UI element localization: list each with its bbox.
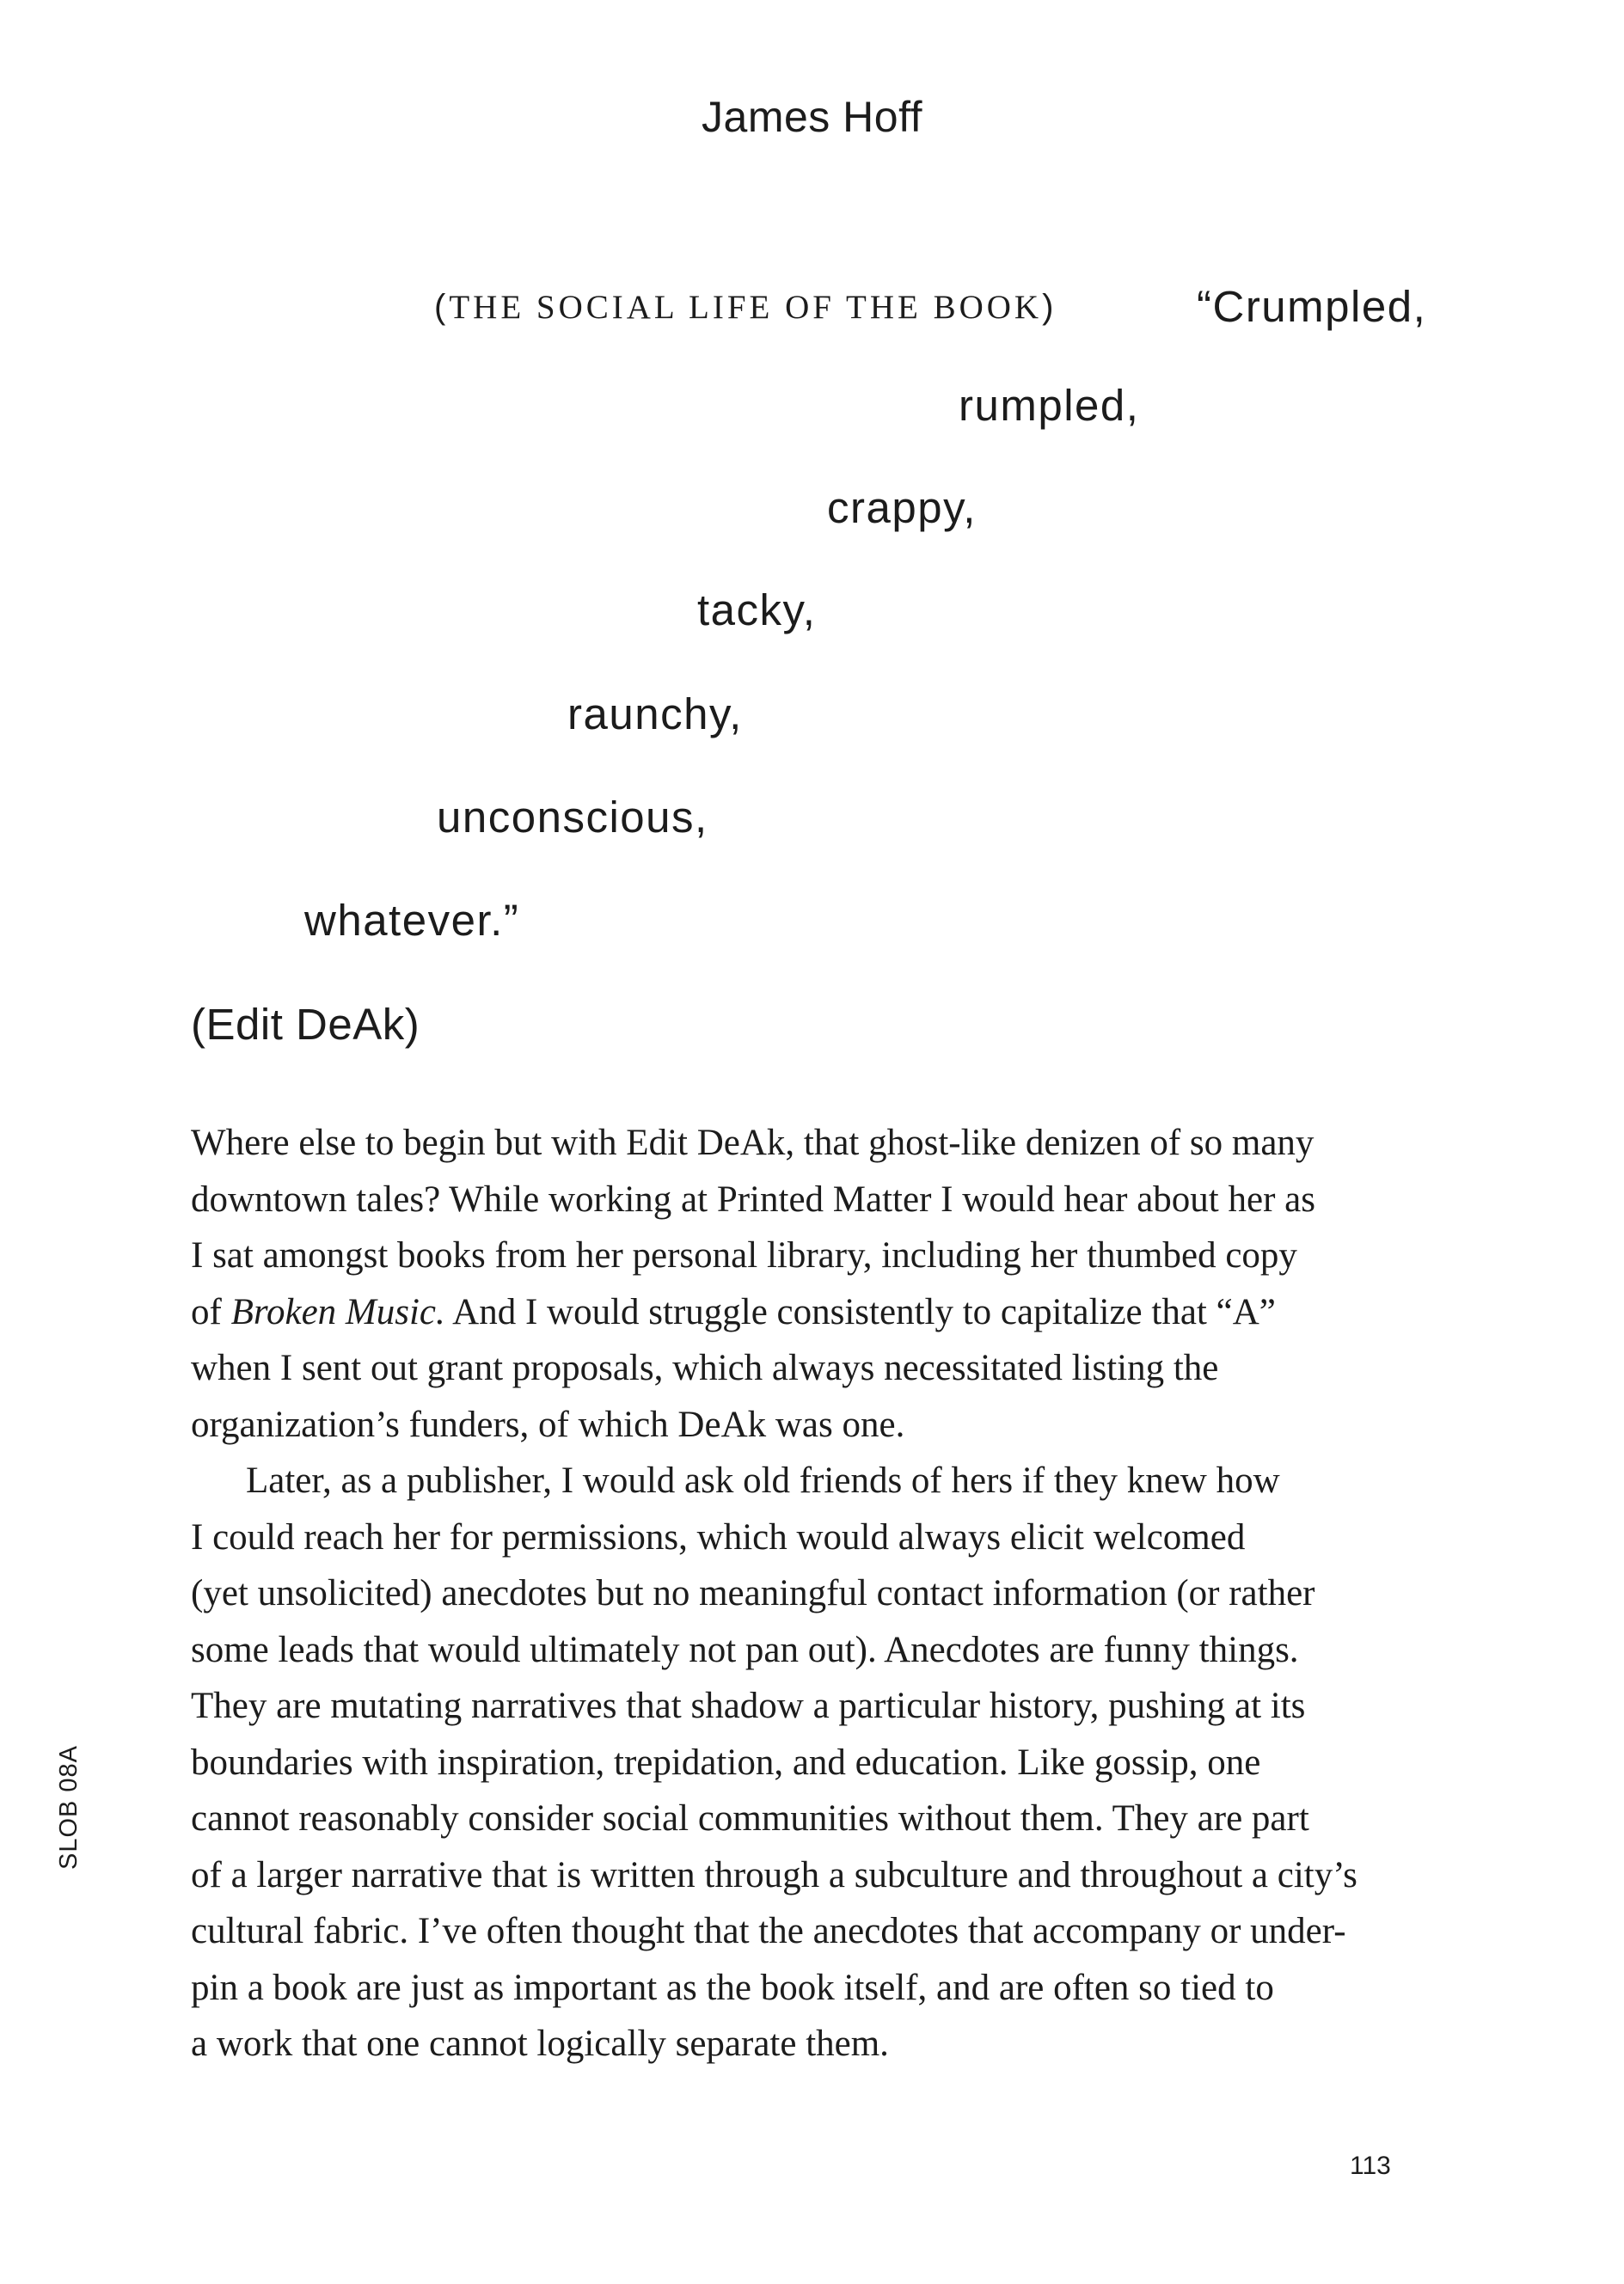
paragraph-2-line-7: cannot reasonably consider social communities without them. They are part bbox=[191, 1798, 1309, 1839]
line-4-rest: And I would struggle consistently to capitalize that “A” bbox=[452, 1291, 1276, 1332]
poem-line-7: whatever.” bbox=[304, 896, 520, 945]
paragraph-1-line-5: when I sent out grant proposals, which always necessitated listing the bbox=[191, 1348, 1219, 1388]
poem-title bbox=[434, 281, 1057, 334]
poem-line-5: raunchy, bbox=[567, 689, 743, 738]
paragraph-2-line-6: boundaries with inspiration, trepidation, and education. Like gossip, one bbox=[191, 1742, 1261, 1783]
paragraph-2-line-1: Later, as a publisher, I would ask old friends of hers if they knew how bbox=[246, 1460, 1280, 1501]
paragraph-2-line-4: some leads that would ultimately not pan out). Anecdotes are funny things. bbox=[191, 1629, 1299, 1670]
poem-line-1: “Crumpled, bbox=[1197, 282, 1427, 331]
margin-label: SLOB 08A bbox=[55, 1744, 83, 1870]
paragraph-2-line-3: (yet unsolicited) anecdotes but no meaningful contact information (or rather bbox=[191, 1573, 1315, 1613]
paragraph-1-line-6: organization’s funders, of which DeAk was one. bbox=[191, 1404, 905, 1445]
poem-line-3: crappy, bbox=[827, 483, 977, 532]
paragraph-1-line-1: Where else to begin but with Edit DeAk, that ghost-like denizen of so many bbox=[191, 1123, 1315, 1163]
paragraph-2-line-8: of a larger narrative that is written through a subculture and throughout a city’s bbox=[191, 1854, 1357, 1895]
paragraph-2-line-9: cultural fabric. I’ve often thought that the anecdotes that accompany or under- bbox=[191, 1911, 1346, 1951]
paragraph-1-line-3: I sat amongst books from her personal library, including her thumbed copy bbox=[191, 1235, 1297, 1276]
paragraph-2-line-5: They are mutating narratives that shadow a particular history, pushing at its bbox=[191, 1686, 1306, 1726]
paragraph-1-line-4 bbox=[191, 1284, 1472, 1341]
line-4-space bbox=[445, 1292, 452, 1332]
paragraph-2 bbox=[191, 1453, 1472, 2073]
poem-line-4: tacky, bbox=[697, 585, 817, 634]
poem-title-open-paren: ( bbox=[434, 288, 450, 326]
paragraph-2-line-10: pin a book are just as important as the book itself, and are often so tied to bbox=[191, 1967, 1274, 2008]
poem-line-2: rumpled, bbox=[959, 381, 1140, 430]
line-4-prefix: of bbox=[191, 1291, 231, 1332]
paragraph-1 bbox=[191, 1115, 1472, 1453]
poem-line-6: unconscious, bbox=[437, 793, 708, 842]
author-name: James Hoff bbox=[702, 93, 922, 141]
poem-attribution: (Edit DeAk) bbox=[191, 1000, 420, 1049]
poem-title-close-paren: ) bbox=[1042, 288, 1057, 326]
poem-title-text: THE SOCIAL LIFE OF THE BOOK bbox=[449, 289, 1043, 326]
page-number: 113 bbox=[1350, 2152, 1391, 2180]
paragraph-1-line-2: downtown tales? While working at Printed Matter I would hear about her as bbox=[191, 1179, 1315, 1220]
paragraph-2-line-11: a work that one cannot logically separate them. bbox=[191, 2024, 889, 2064]
book-title-italic: Broken Music. bbox=[230, 1291, 445, 1332]
body-text bbox=[191, 1115, 1472, 2073]
paragraph-2-line-2: I could reach her for permissions, which would always elicit welcomed bbox=[191, 1516, 1246, 1558]
